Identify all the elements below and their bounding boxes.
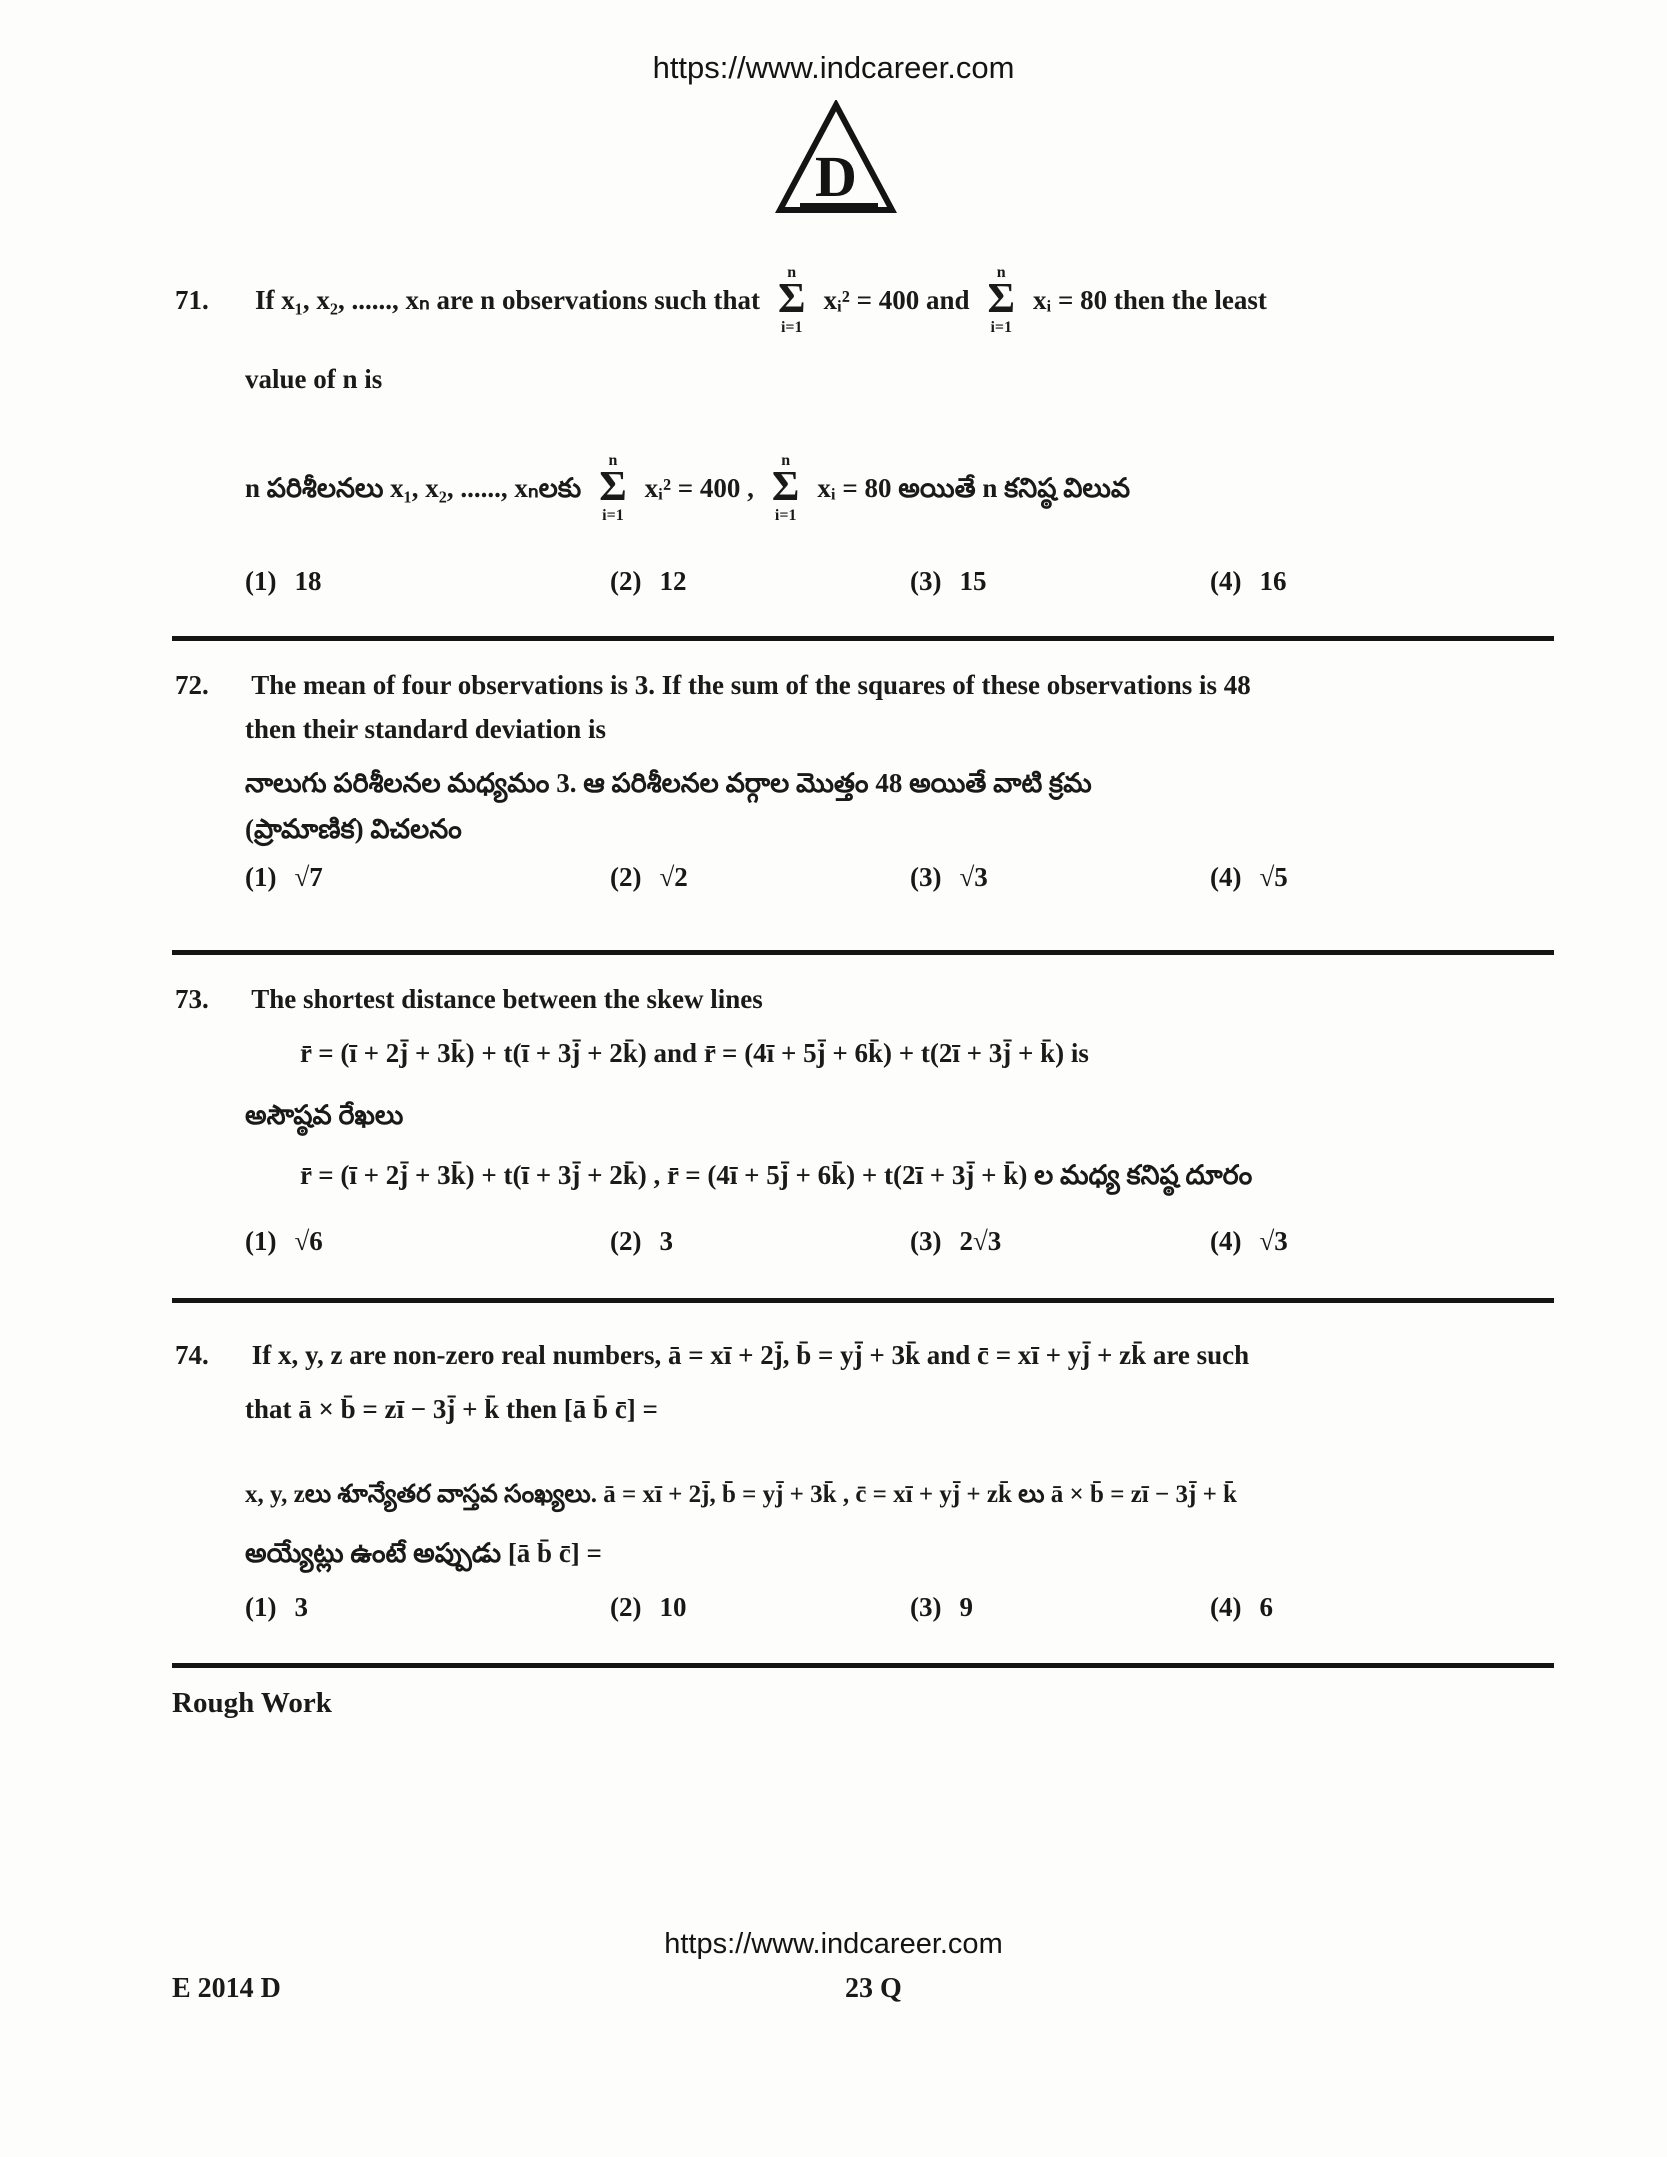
option-value: 3: [294, 1592, 308, 1622]
question-72-line2-te: (ప్రామాణిక) విచలనం: [245, 814, 462, 844]
question-73-number: 73.: [175, 984, 209, 1014]
option-value: 2√3: [959, 1226, 1002, 1256]
option-label: (2): [610, 566, 642, 596]
question-71-number: 71.: [175, 285, 209, 315]
sum-lower-limit: i=1: [774, 506, 797, 524]
option-label: (1): [245, 862, 277, 892]
option-3: [910, 1226, 1210, 1257]
question-73-formula-en: r̄ = (ī + 2j̄ + 3k̄) + t(ī + 3j̄ + 2k̄) and r̄ = (4ī + 5j̄ + 6k̄) + t(2ī + 3j̄ + k̄) is: [300, 1038, 1089, 1068]
question-73-line1-te: అసౌష్ఠవ రేఖలు: [245, 1100, 404, 1130]
option-value: 18: [294, 566, 322, 596]
question-71-formula-2: xᵢ = 80 then the least: [1032, 285, 1267, 315]
option-value: 10: [659, 1592, 687, 1622]
rough-work-label: Rough Work: [172, 1687, 332, 1719]
option-label: (2): [610, 862, 642, 892]
option-value: 9: [959, 1592, 973, 1622]
sum-upper-limit: n: [608, 451, 618, 469]
option-3: [910, 566, 1210, 597]
option-4: [1210, 566, 1286, 597]
sigma-symbol: Σ: [599, 464, 627, 511]
question-71-formula-1: xᵢ² = 400 and: [823, 285, 970, 315]
sum-upper-limit: n: [996, 263, 1006, 281]
question-72-options: [245, 862, 1288, 893]
option-value: √3: [959, 862, 988, 892]
question-71-options: [245, 566, 1286, 597]
option-label: (3): [910, 862, 942, 892]
sum-lower-limit: i=1: [602, 506, 624, 524]
option-2: [610, 1592, 910, 1623]
option-label: (2): [610, 1226, 642, 1256]
question-73-formula-te: r̄ = (ī + 2j̄ + 3k̄) + t(ī + 3j̄ + 2k̄) , r̄ = (4ī + 5j̄ + 6k̄) + t(2ī + 3j̄ + k̄) ల మధ్య కనిష్ఠ దూరం: [300, 1160, 1253, 1190]
question-72-line1-te: నాలుగు పరిశీలనల మధ్యమం 3. ఆ పరిశీలనల వర్గాల మొత్తం 48 అయితే వాటి క్రమ: [245, 768, 1092, 798]
booklet-code-logo: [774, 100, 898, 216]
question-71-line-te: [245, 436, 1130, 540]
option-2: [610, 862, 910, 893]
question-72-text-en: The mean of four observations is 3. If the sum of the squares of these observations is 48: [251, 670, 1251, 700]
option-1: [245, 862, 610, 893]
separator-rule: [172, 950, 1554, 955]
sigma-sum-icon: [599, 453, 626, 523]
question-72-line1-en: [175, 668, 1251, 702]
option-label: (4): [1210, 1226, 1242, 1256]
option-value: 3: [659, 1226, 673, 1256]
option-value: √7: [294, 862, 323, 892]
question-73-line1-en: [175, 982, 763, 1016]
footer-page-number: 23 Q: [845, 1973, 902, 2004]
question-73-options: [245, 1226, 1288, 1257]
sigma-symbol: Σ: [987, 276, 1015, 323]
question-71-formula-te-2: xᵢ = 80 అయితే n కనిష్ఠ విలువ: [817, 473, 1131, 503]
option-1: [245, 1226, 610, 1257]
question-73-text-en: The shortest distance between the skew lines: [251, 984, 763, 1014]
option-label: (4): [1210, 862, 1242, 892]
option-label: (3): [910, 566, 942, 596]
option-2: [610, 1226, 910, 1257]
watermark-url-bottom: https://www.indcareer.com: [664, 1928, 1003, 1960]
option-2: [610, 566, 910, 597]
option-label: (1): [245, 1592, 277, 1622]
sum-lower-limit: i=1: [990, 318, 1013, 336]
option-1: [245, 1592, 610, 1623]
option-3: [910, 1592, 1210, 1623]
separator-rule: [172, 1663, 1554, 1668]
option-label: (4): [1210, 566, 1242, 596]
option-value: 12: [659, 566, 687, 596]
option-label: (1): [245, 566, 277, 596]
question-74-line1-te: x, y, zలు శూన్యేతర వాస్తవ సంఖ్యలు. ā = xī + 2j̄, b̄ = yj̄ + 3k̄ , c̄ = xī + yj̄ + zk̄ లు ā × b̄ = zī − 3j̄ + k̄: [245, 1481, 1237, 1508]
option-label: (2): [610, 1592, 642, 1622]
option-label: (1): [245, 1226, 277, 1256]
triangle-icon: [774, 100, 898, 216]
option-value: √2: [659, 862, 688, 892]
option-label: (4): [1210, 1592, 1242, 1622]
question-74-line1-en: [175, 1338, 1249, 1372]
question-72-line2-en: then their standard deviation is: [245, 714, 607, 744]
sum-lower-limit: i=1: [780, 318, 803, 336]
option-4: [1210, 862, 1288, 893]
sigma-symbol: Σ: [771, 464, 800, 511]
sigma-sum-icon: [772, 453, 799, 523]
option-value: √5: [1259, 862, 1288, 892]
booklet-code-letter: D: [815, 144, 857, 209]
option-value: √6: [294, 1226, 323, 1256]
option-value: 6: [1259, 1592, 1273, 1622]
question-72-number: 72.: [175, 670, 209, 700]
option-label: (3): [910, 1592, 942, 1622]
option-3: [910, 862, 1210, 893]
sigma-symbol: Σ: [777, 276, 806, 323]
sum-upper-limit: n: [781, 451, 791, 469]
separator-rule: [172, 636, 1554, 641]
option-1: [245, 566, 610, 597]
option-4: [1210, 1226, 1288, 1257]
question-74-number: 74.: [175, 1340, 209, 1370]
question-71-line2-en: value of n is: [245, 364, 383, 394]
sigma-sum-icon: [778, 265, 805, 335]
separator-rule: [172, 1298, 1554, 1303]
question-74-line2-en: that ā × b̄ = zī − 3j̄ + k̄ then [ā b̄ c̄] =: [245, 1394, 658, 1424]
option-4: [1210, 1592, 1273, 1623]
option-value: √3: [1259, 1226, 1288, 1256]
question-71-text-en: If x₁, x₂, ......, xₙ are n observations such that: [255, 285, 760, 315]
option-label: (3): [910, 1226, 942, 1256]
option-value: 15: [959, 566, 987, 596]
question-71-formula-te-1: xᵢ² = 400 ,: [644, 473, 754, 503]
question-74-line2-te: అయ్యేట్లు ఉంటే అప్పుడు [ā b̄ c̄] =: [245, 1538, 602, 1568]
question-74-text-en: If x, y, z are non-zero real numbers, ā = xī + 2j̄, b̄ = yj̄ + 3k̄ and c̄ = xī + yj̄ + zk̄ are such: [251, 1340, 1250, 1370]
question-71-text-te: n పరిశీలనలు x₁, x₂, ......, xₙలకు: [245, 473, 582, 503]
question-71-line-en: [175, 248, 1267, 352]
option-value: 16: [1259, 566, 1287, 596]
question-74-options: [245, 1592, 1273, 1623]
sum-upper-limit: n: [787, 263, 797, 281]
footer-booklet-code: E 2014 D: [172, 1973, 281, 2004]
watermark-url-top: https://www.indcareer.com: [652, 50, 1015, 85]
sigma-sum-icon: [988, 265, 1015, 335]
